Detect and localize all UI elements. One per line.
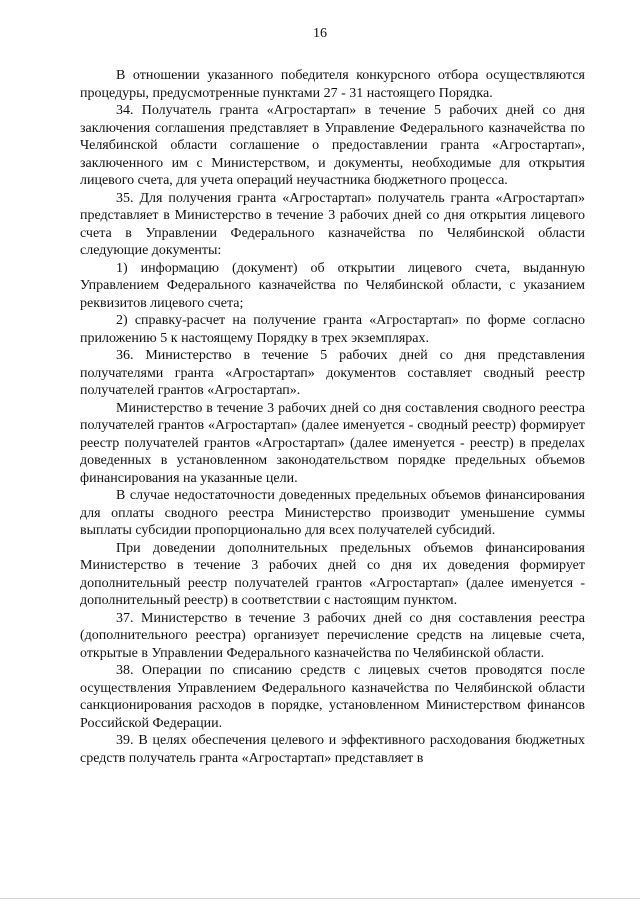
paragraph-36-insufficiency: В случае недостаточности доведенных предельных объемов финансирования для оплаты сводного реестра Министерство производит уменьшение суммы выплаты субсидии пропорционально для всех получателей субсидий. bbox=[80, 488, 585, 538]
page-number: 16 bbox=[313, 26, 327, 41]
paragraph-39: 39. В целях обеспечения целевого и эффективного расходования бюджетных средств получатель гранта «Агростартап» представляет в bbox=[80, 733, 585, 766]
paragraph-35: 35. Для получения гранта «Агростартап» получатель гранта «Агростартап» представляет в Министерство в течение 3 рабочих дней со дня открытия лицевого счета в Управлении Федерального казначейства по Челябинской области следующие документы: bbox=[80, 190, 585, 258]
page-bottom-edge bbox=[0, 898, 640, 899]
paragraph-35-item-2: 2) справку-расчет на получение гранта «Агростартап» по форме согласно приложению 5 к настоящему Порядку в трех экземплярах. bbox=[80, 313, 585, 346]
paragraph-36: 36. Министерство в течение 5 рабочих дней со дня представления получателями гранта «Агростартап» документов составляет сводный реестр получателей грантов «Агростартап». bbox=[80, 348, 585, 398]
paragraph-winner-procedures: В отношении указанного победителя конкурсного отбора осуществляются процедуры, предусмотренные пунктами 27 - 31 настоящего Порядка. bbox=[80, 68, 585, 101]
paragraph-38: 38. Операции по списанию средств с лицевых счетов проводятся после осуществления Управлением Федерального казначейства по Челябинской области санкционирования расходов в порядке, установленном Министерством финансов Российской Федерации. bbox=[80, 663, 585, 731]
paragraph-34: 34. Получатель гранта «Агростартап» в течение 5 рабочих дней со дня заключения соглашения представляет в Управление Федерального казначейства по Челябинской области соглашение о предоставлении гранта «Агростартап», заключенного им с Министерством, и документы, необходимые для открытия лицевого счета, для учета операций неучастника бюджетного процесса. bbox=[80, 103, 585, 188]
paragraph-37: 37. Министерство в течение 3 рабочих дней со дня составления реестра (дополнительного реестра) организует перечисление средств на лицевые счета, открытые в Управлении Федерального казначейства по Челябинской области. bbox=[80, 610, 585, 661]
paragraph-36-additional: При доведении дополнительных предельных объемов финансирования Министерство в течение 3 рабочих дней со дня их доведения формирует дополнительный реестр получателей грантов «Агростартап» (далее именуется - дополнительный реестр) в соответствии с настоящим пунктом. bbox=[80, 540, 585, 608]
document-body bbox=[80, 67, 585, 767]
paragraph-35-item-1: 1) информацию (документ) об открытии лицевого счета, выданную Управлением Федерального казначейства по Челябинской области, с указанием реквизитов лицевого счета; bbox=[80, 260, 585, 311]
paragraph-36-register: Министерство в течение 3 рабочих дней со дня составления сводного реестра получателей грантов «Агростартап» (далее именуется - сводный реестр) формирует реестр получателей грантов «Агростартап» (далее именуется - реестр) в пределах доведенных в установленном законодательством порядке предельных объемов финансирования на указанные цели. bbox=[80, 400, 585, 486]
